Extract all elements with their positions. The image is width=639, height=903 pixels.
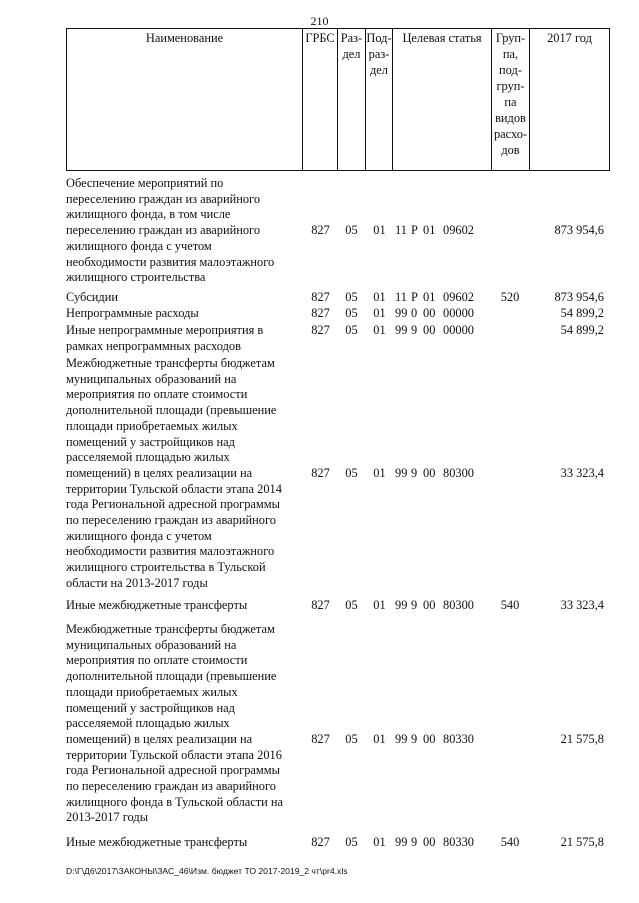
- celevaya-statya: [395, 835, 491, 851]
- row-name-line: необходимости развития малоэтажного: [66, 544, 275, 559]
- row-name: [66, 323, 306, 354]
- header-vid-line: расхо-: [493, 127, 528, 141]
- row-name-line: Субсидии: [66, 290, 118, 304]
- amount-2017: 54 899,2: [560, 306, 604, 320]
- header-vid-line: дов: [501, 143, 520, 157]
- row-name-line: 2013-2017 годы: [66, 810, 149, 825]
- celevaya-part: 00: [423, 323, 436, 337]
- celevaya-statya: [395, 290, 491, 306]
- header-border-left: [66, 28, 67, 171]
- row-name-line: жилищного строительства: [66, 270, 206, 285]
- amount-2017: 54 899,2: [560, 323, 604, 337]
- row-name-line: площади приобретаемых жилых: [66, 684, 238, 699]
- celevaya-part: 00: [423, 731, 436, 746]
- header-name: Наименование: [145, 31, 224, 45]
- header-podrazdel-line: раз-: [368, 47, 390, 61]
- row-name-line: территории Тульской области этапа 2016: [66, 747, 282, 762]
- celevaya-part: 11: [395, 290, 407, 304]
- header-podrazdel: [366, 30, 392, 78]
- vid-rashodov-code: 520: [500, 290, 520, 304]
- grbs-code: 827: [311, 223, 330, 238]
- celevaya-part: 00: [423, 465, 436, 480]
- row-name: [66, 306, 306, 322]
- razdel-code: 05: [345, 835, 358, 849]
- row-name-line: помещений у застройщиков над: [66, 700, 235, 715]
- razdel-code: 05: [345, 598, 358, 612]
- header-vid-line: па,: [502, 47, 519, 61]
- amount-2017: 33 323,4: [560, 465, 604, 480]
- header-vid-line: груп-: [496, 79, 525, 93]
- row-name-line: дополнительной площади (превышение: [66, 669, 277, 684]
- razdel-code: 05: [345, 323, 358, 337]
- row-name: [66, 176, 306, 286]
- podrazdel-code: 01: [373, 835, 386, 849]
- celevaya-part: 0: [411, 306, 418, 320]
- row-name-line: переселению граждан из аварийного: [66, 223, 261, 238]
- celevaya-part: 09602: [443, 290, 474, 304]
- row-name: [66, 835, 306, 851]
- header-podrazdel-line: Под-: [366, 31, 392, 45]
- row-name-line: дополнительной площади (превышение: [66, 403, 277, 418]
- row-name-line: жилищного строительства в Тульской: [66, 560, 266, 575]
- celevaya-part: 00: [423, 835, 436, 849]
- header-grbs: ГРБС: [305, 31, 335, 45]
- row-name-line: необходимости развития малоэтажного: [66, 254, 275, 269]
- podrazdel-code: 01: [373, 290, 386, 304]
- header-vid-line: видов: [495, 111, 526, 125]
- row-name-line: муниципальных образований на: [66, 637, 237, 652]
- row-name-line: Иные межбюджетные трансферты: [66, 598, 248, 612]
- celevaya-part: 99: [395, 465, 408, 480]
- podrazdel-code: 01: [373, 731, 386, 746]
- row-name-line: жилищного фонда с учетом: [66, 238, 212, 253]
- celevaya-part: 00000: [443, 323, 474, 337]
- razdel-code: 05: [345, 223, 358, 238]
- header-divider-4: [392, 28, 393, 171]
- row-name-line: Непрограммные расходы: [66, 306, 199, 320]
- razdel-code: 05: [345, 306, 358, 320]
- grbs-code: 827: [311, 306, 330, 320]
- amount-2017: 21 575,8: [560, 731, 604, 746]
- header-border-right: [609, 28, 610, 171]
- celevaya-part: 01: [423, 290, 436, 304]
- header-razdel-line: Раз-: [340, 31, 363, 45]
- grbs-code: 827: [311, 835, 330, 849]
- row-name-line: помещений) в целях реализации на: [66, 465, 253, 480]
- header-celevaya: Целевая статья: [402, 31, 482, 45]
- podrazdel-code: 01: [373, 306, 386, 320]
- celevaya-part: 00: [423, 598, 436, 612]
- row-name-line: Обеспечение мероприятий по: [66, 176, 224, 190]
- podrazdel-code: 01: [373, 223, 386, 238]
- row-name-line: Межбюджетные трансферты бюджетам: [66, 356, 275, 370]
- row-name: [66, 622, 306, 826]
- celevaya-part: 80300: [443, 598, 474, 612]
- row-name-line: муниципальных образований на: [66, 371, 237, 386]
- amount-2017: 873 954,6: [554, 223, 604, 238]
- row-name-line: жилищного фонда в Тульской области на: [66, 794, 284, 809]
- row-name-line: помещений) в целях реализации на: [66, 731, 253, 746]
- header-vid-line: па: [504, 95, 517, 109]
- row-name-line: года Региональной адресной программы: [66, 763, 280, 778]
- celevaya-part: 99: [395, 323, 408, 337]
- row-name-line: переселению граждан из аварийного: [66, 191, 261, 206]
- celevaya-statya: [395, 732, 491, 748]
- celevaya-part: 9: [411, 731, 418, 746]
- celevaya-part: 9: [411, 323, 418, 337]
- celevaya-part: 99: [395, 731, 408, 746]
- row-name-line: мероприятия по оплате стоимости: [66, 387, 248, 402]
- celevaya-part: 00: [423, 306, 436, 320]
- razdel-code: 05: [345, 731, 358, 746]
- row-name-line: Иные непрограммные мероприятия в: [66, 323, 264, 337]
- page-number: 210: [310, 14, 329, 28]
- row-name-line: года Региональной адресной программы: [66, 497, 280, 512]
- celevaya-part: 01: [423, 223, 436, 238]
- celevaya-part: 00000: [443, 306, 474, 320]
- celevaya-part: 99: [395, 598, 408, 612]
- row-name: [66, 598, 306, 614]
- razdel-code: 05: [345, 290, 358, 304]
- row-name-line: площади приобретаемых жилых: [66, 418, 238, 433]
- celevaya-part: 80300: [443, 465, 474, 480]
- celevaya-part: 9: [411, 465, 418, 480]
- row-name-line: по переселению граждан из аварийного: [66, 513, 276, 528]
- grbs-code: 827: [311, 598, 330, 612]
- row-name-line: рамках непрограммных расходов: [66, 338, 241, 353]
- header-divider-6: [529, 28, 530, 171]
- celevaya-statya: [395, 598, 491, 614]
- celevaya-statya: [395, 466, 491, 482]
- row-name-line: территории Тульской области этапа 2014: [66, 481, 282, 496]
- grbs-code: 827: [311, 465, 330, 480]
- podrazdel-code: 01: [373, 598, 386, 612]
- row-name-line: Межбюджетные трансферты бюджетам: [66, 622, 275, 636]
- row-name-line: расселяемой площадью жилых: [66, 716, 230, 731]
- celevaya-part: 99: [395, 306, 408, 320]
- row-name-line: жилищного фонда, в том числе: [66, 207, 231, 222]
- row-name-line: по переселению граждан из аварийного: [66, 779, 276, 794]
- footer-file-path: D:\Г\Д6\2017\ЗАКОНЫ\ЗАС_46\Изм. бюджет ТО 2017-2019_2 чт\pr4.xls: [66, 866, 348, 876]
- header-razdel-line: дел: [342, 47, 361, 61]
- header-divider-1: [302, 28, 303, 171]
- header-vid-line: под-: [499, 63, 522, 77]
- row-name-line: области на 2013-2017 годы: [66, 575, 208, 590]
- row-name-line: помещений у застройщиков над: [66, 434, 235, 449]
- celevaya-part: 80330: [443, 731, 474, 746]
- celevaya-part: 9: [411, 835, 418, 849]
- celevaya-part: 9: [411, 598, 418, 612]
- grbs-code: 827: [311, 731, 330, 746]
- celevaya-part: 99: [395, 835, 408, 849]
- amount-2017: 33 323,4: [560, 598, 604, 612]
- row-name: [66, 290, 306, 306]
- celevaya-part: Р: [411, 290, 418, 304]
- header-podrazdel-line: дел: [370, 63, 388, 77]
- celevaya-part: Р: [411, 223, 418, 238]
- podrazdel-code: 01: [373, 323, 386, 337]
- razdel-code: 05: [345, 465, 358, 480]
- amount-2017: 21 575,8: [560, 835, 604, 849]
- amount-2017: 873 954,6: [554, 290, 604, 304]
- header-razdel: [338, 30, 365, 62]
- grbs-code: 827: [311, 323, 330, 337]
- header-year: 2017 год: [547, 31, 592, 45]
- celevaya-statya: [395, 323, 491, 339]
- row-name-line: жилищного фонда с учетом: [66, 528, 212, 543]
- celevaya-part: 11: [395, 223, 407, 238]
- celevaya-statya: [395, 223, 491, 239]
- podrazdel-code: 01: [373, 465, 386, 480]
- grbs-code: 827: [311, 290, 330, 304]
- header-vid-line: Груп-: [495, 31, 526, 45]
- header-vid: [492, 30, 529, 158]
- row-name-line: Иные межбюджетные трансферты: [66, 835, 248, 849]
- vid-rashodov-code: 540: [500, 835, 520, 849]
- vid-rashodov-code: 540: [500, 598, 520, 612]
- celevaya-part: 80330: [443, 835, 474, 849]
- celevaya-statya: [395, 306, 491, 322]
- row-name: [66, 356, 306, 592]
- row-name-line: расселяемой площадью жилых: [66, 450, 230, 465]
- row-name-line: мероприятия по оплате стоимости: [66, 653, 248, 668]
- celevaya-part: 09602: [443, 223, 474, 238]
